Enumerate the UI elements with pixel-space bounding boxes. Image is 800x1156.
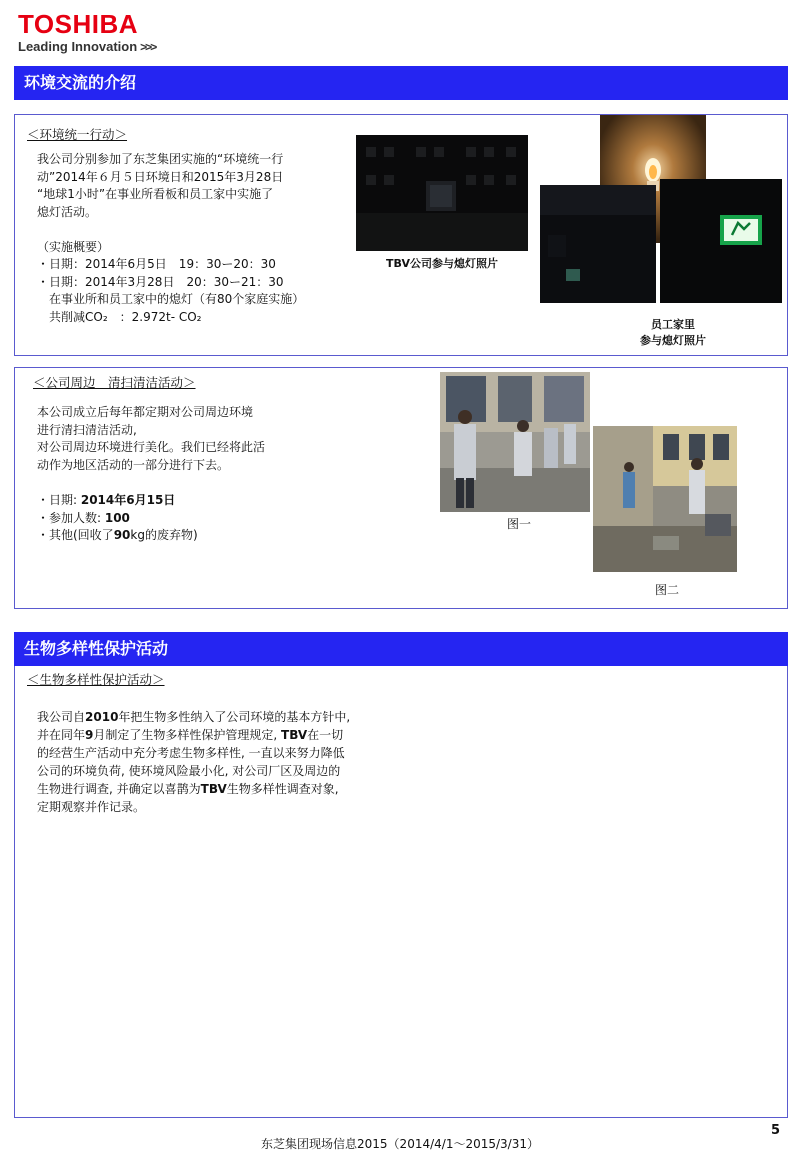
block1-line: 共削减CO₂ ：2.972t- CO₂ <box>37 309 202 324</box>
bio-line: 定期观察并作记录。 <box>37 800 146 814</box>
block1-line: 我公司分别参加了东芝集团实施的“环境统一行 <box>37 152 284 166</box>
caption-home-line2: 参与熄灯照片 <box>640 334 706 347</box>
block2-line: 动作为地区活动的一部分进行下去。 <box>37 457 230 472</box>
block2-item-other: ・其他(回收了90kg的废弃物) <box>37 528 198 542</box>
block-cleaning <box>14 367 788 609</box>
bio-line: 的经营生产活动中充分考虑生物多样性, 一直以来努力降低 <box>37 746 345 760</box>
photo-exit-sign <box>660 179 782 303</box>
block2-text <box>37 404 265 474</box>
photo-office-lights-out <box>356 135 528 251</box>
cleaning-image-2 <box>593 426 737 572</box>
caption-home-line1: 员工家里 <box>651 318 695 331</box>
logo-wordmark: TOSHIBA <box>18 9 139 39</box>
logo-tagline <box>18 39 155 54</box>
chevrons-icon: >>> <box>140 39 156 54</box>
cleaning-image-1 <box>440 372 590 512</box>
block1-subtitle: ＜环境统一行动＞ <box>27 127 128 142</box>
block-lights-out <box>14 114 788 356</box>
block2-items <box>37 492 198 545</box>
bio-line: 我公司自2010年把生物多性纳入了公司环境的基本方针中, <box>37 710 351 724</box>
block1-line: “地球1小时”在事业所看板和员工家中实施了 <box>37 187 274 201</box>
block1-line <box>37 221 304 239</box>
photo-cleaning-2 <box>593 426 737 572</box>
photo-dark-room <box>540 185 656 303</box>
block1-line: ・日期：2014年6月5日 19：30ー20：30 <box>37 257 276 271</box>
figure-1-label: 图一 <box>507 517 532 531</box>
office-building-image <box>356 135 528 251</box>
dark-room-image <box>540 185 656 303</box>
block2-item-date: ・日期: 2014年6月15日 <box>37 493 176 507</box>
section-header-environment: 环境交流的介绍 <box>14 66 788 100</box>
block1-line: ・日期：2014年3月28日 20：30ー21：30 <box>37 274 284 289</box>
block-biodiversity <box>14 666 788 1118</box>
block2-line: 对公司周边环境进行美化。我们已经将此活 <box>37 440 266 454</box>
block1-text <box>37 151 304 326</box>
block2-item-participants: ・参加人数: 100 <box>37 510 130 525</box>
section-header-biodiversity: 生物多样性保护活动 <box>14 632 788 666</box>
bio-line: 公司的环境负荷, 使环境风险最小化, 对公司厂区及周边的 <box>37 764 341 778</box>
block1-line: 在事业所和员工家中的熄灯（有80个家庭实施） <box>37 292 305 306</box>
block2-line: 进行清扫清洁活动, <box>37 422 137 437</box>
biodiversity-text <box>37 708 350 816</box>
exit-sign-image <box>660 179 782 303</box>
toshiba-logo <box>18 10 155 54</box>
biodiversity-subtitle: ＜生物多样性保护活动＞ <box>27 672 165 687</box>
page-number: 5 <box>770 1123 780 1138</box>
footer-text: 东芝集团现场信息2015（2014/4/1～2015/3/31） <box>261 1137 539 1151</box>
block1-line: （实施概要） <box>37 239 110 254</box>
caption-office: TBV公司参与熄灯照片 <box>386 257 498 270</box>
photo-cleaning-1 <box>440 372 590 512</box>
block2-line: 本公司成立后每年都定期对公司周边环境 <box>37 405 254 419</box>
bio-line: 并在同年9月制定了生物多样性保护管理规定, TBV在一切 <box>37 728 344 742</box>
block1-line: 熄灯活动。 <box>37 204 98 219</box>
bio-line: 生物进行调查, 并确定以喜鹊为TBV生物多样性调查对象, <box>37 782 339 796</box>
block2-subtitle: ＜公司周边 清扫清洁活动＞ <box>33 375 196 390</box>
caption-home <box>615 316 731 348</box>
figure-2-label: 图二 <box>655 583 680 597</box>
tagline-text: Leading Innovation <box>18 39 138 54</box>
block1-line: 动”2014年６月５日环境日和2015年3月28日 <box>37 169 284 184</box>
